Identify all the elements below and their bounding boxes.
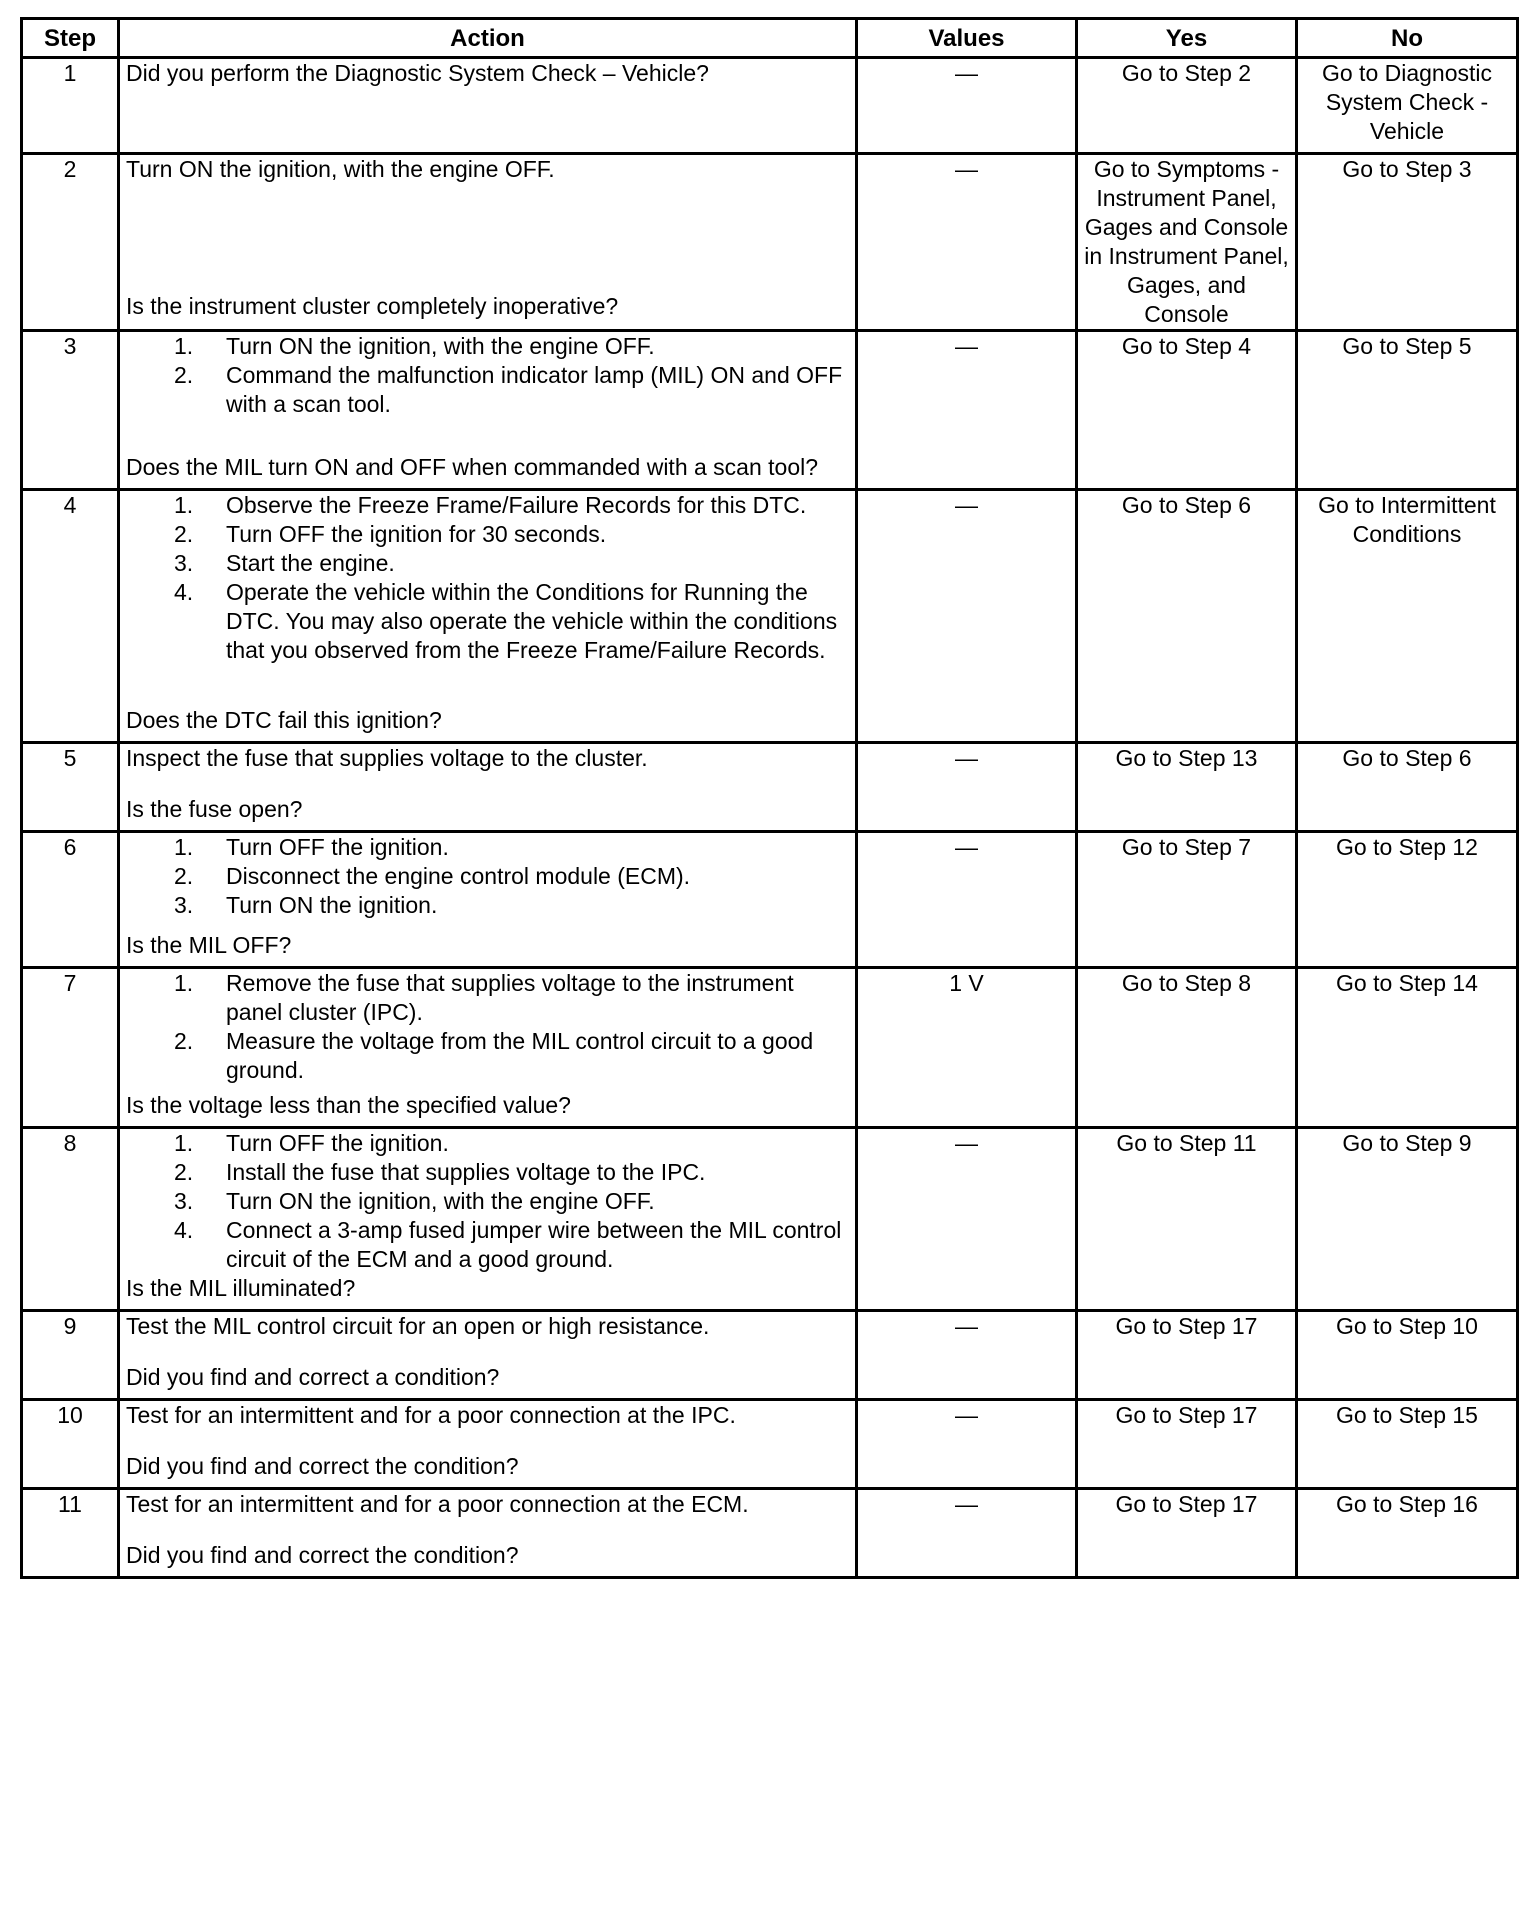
substep-item bbox=[174, 1158, 849, 1187]
step-number: 11 bbox=[22, 1489, 119, 1578]
substep-item bbox=[174, 969, 849, 1027]
substep-text: Turn OFF the ignition for 30 seconds. bbox=[226, 521, 607, 547]
substep-text: Turn ON the ignition. bbox=[226, 892, 438, 918]
action-cell bbox=[119, 154, 857, 331]
yes-action: Go to Symptoms - Instrument Panel, Gages and Console in Instrument Panel, Gages, and Console bbox=[1077, 154, 1297, 331]
step-number: 7 bbox=[22, 968, 119, 1128]
action-cell bbox=[119, 58, 857, 154]
step-number: 5 bbox=[22, 743, 119, 832]
yes-action: Go to Step 17 bbox=[1077, 1489, 1297, 1578]
substep-item bbox=[174, 891, 849, 920]
substep-text: Turn OFF the ignition. bbox=[226, 1130, 449, 1156]
value-cell: — bbox=[857, 490, 1077, 743]
table-row bbox=[22, 490, 1518, 743]
no-action: Go to Intermittent Conditions bbox=[1297, 490, 1518, 743]
header-yes: Yes bbox=[1077, 19, 1297, 58]
value-cell: — bbox=[857, 743, 1077, 832]
action-substeps bbox=[126, 969, 849, 1085]
substep-text: Observe the Freeze Frame/Failure Records for this DTC. bbox=[226, 492, 807, 518]
no-action: Go to Step 6 bbox=[1297, 743, 1518, 832]
substep-item bbox=[174, 520, 849, 549]
value-cell: — bbox=[857, 154, 1077, 331]
no-action: Go to Step 14 bbox=[1297, 968, 1518, 1128]
substep-item bbox=[174, 862, 849, 891]
substep-number: 1. bbox=[174, 834, 194, 860]
substep-number: 3. bbox=[174, 550, 194, 576]
action-cell bbox=[119, 1489, 857, 1578]
action-question: Did you perform the Diagnostic System Check – Vehicle? bbox=[126, 60, 709, 86]
substep-number: 2. bbox=[174, 1028, 194, 1054]
action-cell bbox=[119, 1400, 857, 1489]
table-body bbox=[22, 58, 1518, 1578]
substep-text: Connect a 3-amp fused jumper wire between the MIL control circuit of the ECM and a good ground. bbox=[226, 1217, 842, 1272]
action-cell bbox=[119, 1311, 857, 1400]
substep-item bbox=[174, 1027, 849, 1085]
value-cell: — bbox=[857, 832, 1077, 968]
no-action: Go to Step 9 bbox=[1297, 1128, 1518, 1311]
action-question: Does the MIL turn ON and OFF when commanded with a scan tool? bbox=[126, 454, 819, 480]
action-question: Is the MIL OFF? bbox=[126, 932, 292, 958]
action-question: Does the DTC fail this ignition? bbox=[126, 707, 442, 733]
no-action: Go to Step 15 bbox=[1297, 1400, 1518, 1489]
no-action: Go to Step 16 bbox=[1297, 1489, 1518, 1578]
no-action: Go to Diagnostic System Check - Vehicle bbox=[1297, 58, 1518, 154]
value-cell: — bbox=[857, 1489, 1077, 1578]
action-substeps bbox=[126, 833, 849, 920]
table-row bbox=[22, 968, 1518, 1128]
substep-item bbox=[174, 361, 849, 419]
substep-text: Turn OFF the ignition. bbox=[226, 834, 449, 860]
action-substeps bbox=[126, 491, 849, 665]
step-number: 2 bbox=[22, 154, 119, 331]
substep-item bbox=[174, 332, 849, 361]
table-row bbox=[22, 154, 1518, 331]
substep-number: 2. bbox=[174, 362, 194, 388]
table-row bbox=[22, 331, 1518, 490]
step-number: 8 bbox=[22, 1128, 119, 1311]
action-question: Is the instrument cluster completely inoperative? bbox=[126, 293, 619, 319]
step-number: 10 bbox=[22, 1400, 119, 1489]
substep-item bbox=[174, 1129, 849, 1158]
substep-number: 3. bbox=[174, 1188, 194, 1214]
table-row bbox=[22, 1400, 1518, 1489]
action-question: Did you find and correct the condition? bbox=[126, 1542, 519, 1568]
value-cell: — bbox=[857, 1400, 1077, 1489]
action-question: Is the voltage less than the specified value? bbox=[126, 1092, 571, 1118]
substep-number: 1. bbox=[174, 333, 194, 359]
table-row bbox=[22, 58, 1518, 154]
substep-item bbox=[174, 1216, 849, 1274]
value-cell: — bbox=[857, 331, 1077, 490]
header-no: No bbox=[1297, 19, 1518, 58]
header-action: Action bbox=[119, 19, 857, 58]
yes-action: Go to Step 4 bbox=[1077, 331, 1297, 490]
no-action: Go to Step 12 bbox=[1297, 832, 1518, 968]
substep-number: 4. bbox=[174, 579, 194, 605]
substep-text: Turn ON the ignition, with the engine OFF. bbox=[226, 1188, 655, 1214]
action-instruction: Test the MIL control circuit for an open or high resistance. bbox=[126, 1313, 710, 1339]
substep-number: 1. bbox=[174, 1130, 194, 1156]
action-cell bbox=[119, 968, 857, 1128]
yes-action: Go to Step 2 bbox=[1077, 58, 1297, 154]
substep-number: 2. bbox=[174, 863, 194, 889]
substep-number: 3. bbox=[174, 892, 194, 918]
yes-action: Go to Step 7 bbox=[1077, 832, 1297, 968]
substep-item bbox=[174, 578, 849, 665]
header-values: Values bbox=[857, 19, 1077, 58]
no-action: Go to Step 5 bbox=[1297, 331, 1518, 490]
diagnostic-table bbox=[20, 17, 1519, 1579]
table-row bbox=[22, 832, 1518, 968]
header-row bbox=[22, 19, 1518, 58]
substep-number: 1. bbox=[174, 970, 194, 996]
action-instruction: Test for an intermittent and for a poor connection at the ECM. bbox=[126, 1491, 749, 1517]
no-action: Go to Step 10 bbox=[1297, 1311, 1518, 1400]
substep-text: Command the malfunction indicator lamp (MIL) ON and OFF with a scan tool. bbox=[226, 362, 843, 417]
step-number: 4 bbox=[22, 490, 119, 743]
substep-text: Disconnect the engine control module (ECM). bbox=[226, 863, 691, 889]
yes-action: Go to Step 17 bbox=[1077, 1311, 1297, 1400]
substep-item bbox=[174, 491, 849, 520]
step-number: 1 bbox=[22, 58, 119, 154]
action-cell bbox=[119, 490, 857, 743]
action-cell bbox=[119, 743, 857, 832]
substep-item bbox=[174, 549, 849, 578]
substep-text: Remove the fuse that supplies voltage to the instrument panel cluster (IPC). bbox=[226, 970, 794, 1025]
action-instruction: Test for an intermittent and for a poor connection at the IPC. bbox=[126, 1402, 736, 1428]
substep-text: Turn ON the ignition, with the engine OFF. bbox=[226, 333, 655, 359]
action-cell bbox=[119, 331, 857, 490]
action-cell bbox=[119, 832, 857, 968]
table-row bbox=[22, 1489, 1518, 1578]
substep-number: 1. bbox=[174, 492, 194, 518]
value-cell: 1 V bbox=[857, 968, 1077, 1128]
yes-action: Go to Step 17 bbox=[1077, 1400, 1297, 1489]
yes-action: Go to Step 13 bbox=[1077, 743, 1297, 832]
substep-number: 2. bbox=[174, 521, 194, 547]
table-row bbox=[22, 743, 1518, 832]
substep-number: 4. bbox=[174, 1217, 194, 1243]
step-number: 6 bbox=[22, 832, 119, 968]
yes-action: Go to Step 11 bbox=[1077, 1128, 1297, 1311]
action-cell bbox=[119, 1128, 857, 1311]
value-cell: — bbox=[857, 1311, 1077, 1400]
action-question: Is the MIL illuminated? bbox=[126, 1275, 356, 1301]
header-step: Step bbox=[22, 19, 119, 58]
substep-number: 2. bbox=[174, 1159, 194, 1185]
action-instruction: Turn ON the ignition, with the engine OFF. bbox=[126, 156, 555, 182]
substep-text: Install the fuse that supplies voltage to the IPC. bbox=[226, 1159, 706, 1185]
substep-item bbox=[174, 833, 849, 862]
value-cell: — bbox=[857, 58, 1077, 154]
yes-action: Go to Step 8 bbox=[1077, 968, 1297, 1128]
substep-text: Operate the vehicle within the Conditions for Running the DTC. You may also operate the vehicle within the conditions that you observed from the Freeze Frame/Failure Records. bbox=[226, 579, 838, 663]
action-question: Is the fuse open? bbox=[126, 796, 303, 822]
value-cell: — bbox=[857, 1128, 1077, 1311]
action-substeps bbox=[126, 1129, 849, 1274]
substep-item bbox=[174, 1187, 849, 1216]
substep-text: Measure the voltage from the MIL control circuit to a good ground. bbox=[226, 1028, 814, 1083]
action-substeps bbox=[126, 332, 849, 419]
step-number: 3 bbox=[22, 331, 119, 490]
action-question: Did you find and correct a condition? bbox=[126, 1364, 500, 1390]
table-row bbox=[22, 1311, 1518, 1400]
substep-text: Start the engine. bbox=[226, 550, 395, 576]
action-instruction: Inspect the fuse that supplies voltage to the cluster. bbox=[126, 745, 648, 771]
step-number: 9 bbox=[22, 1311, 119, 1400]
no-action: Go to Step 3 bbox=[1297, 154, 1518, 331]
yes-action: Go to Step 6 bbox=[1077, 490, 1297, 743]
action-question: Did you find and correct the condition? bbox=[126, 1453, 519, 1479]
table-row bbox=[22, 1128, 1518, 1311]
